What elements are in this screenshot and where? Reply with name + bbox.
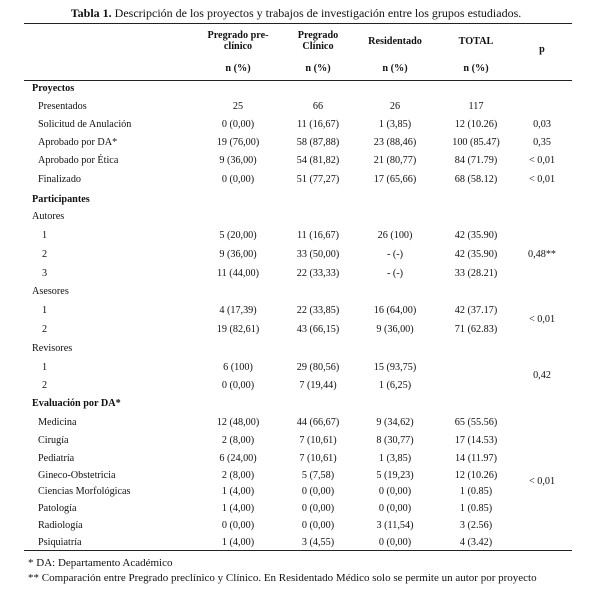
table-cell: 17 (14.53) [454, 435, 498, 446]
p-value: 0,35 [533, 137, 551, 148]
subsection-revisores: Revisores [32, 343, 73, 354]
table-cell: 1 (4,00) [221, 486, 255, 497]
footnote-comparacion: ** Comparación entre Pregrado preclínico y Clínico. En Residentado Médico solo se permite un autor por proyecto [28, 572, 537, 584]
unit-label: n (%) [225, 63, 251, 74]
table-cell: 19 (76,00) [216, 137, 260, 148]
table-cell: 19 (82,61) [216, 324, 260, 335]
p-value: 0,42 [533, 370, 551, 381]
row-label: Solicitud de Anulación [38, 119, 132, 130]
table-cell: - (-) [386, 268, 404, 279]
table-cell: 0 (0,00) [378, 503, 412, 514]
section-participantes: Participantes [32, 194, 90, 205]
table-cell: 1 (3,85) [378, 119, 412, 130]
table-cell: 12 (10.26) [454, 470, 498, 481]
table-cell: 9 (34,62) [376, 417, 414, 428]
table-title-label: Tabla 1. [70, 6, 112, 20]
row-label: Psiquiatría [38, 537, 82, 548]
table-cell: 42 (35.90) [454, 249, 498, 260]
table-cell: 84 (71.79) [454, 155, 498, 166]
unit-label: n (%) [305, 63, 331, 74]
table-cell: 6 (100) [223, 362, 253, 373]
table-cell: 17 (65,66) [373, 174, 417, 185]
row-label: Presentados [38, 101, 87, 112]
table-cell: 16 (64,00) [373, 305, 417, 316]
table-cell: 3 (11,54) [376, 520, 414, 531]
row-label: Finalizado [38, 174, 82, 185]
row-label: Gineco-Obstetricia [38, 470, 116, 481]
table-cell: 29 (80,56) [296, 362, 340, 373]
table-cell: 22 (33,33) [296, 268, 340, 279]
table-cell: - (-) [386, 249, 404, 260]
p-value: < 0,01 [528, 476, 556, 487]
table-cell: 0 (0,00) [221, 174, 255, 185]
table-cell: 23 (88,46) [373, 137, 417, 148]
row-label: Aprobado por Ética [38, 155, 119, 166]
table-cell: 33 (28.21) [454, 268, 498, 279]
table-cell: 2 (8,00) [221, 435, 255, 446]
table-cell: 11 (44,00) [216, 268, 260, 279]
table-cell: 9 (36,00) [219, 249, 257, 260]
table-cell: 1 (6,25) [378, 380, 412, 391]
table-cell: 54 (81,82) [296, 155, 340, 166]
table-cell: 7 (10,61) [299, 453, 337, 464]
p-value: 0,03 [533, 119, 551, 130]
section-proyectos: Proyectos [32, 83, 75, 94]
table-cell: 100 (85.47) [452, 137, 500, 148]
table-cell: 12 (10.26) [454, 119, 498, 130]
table-cell: 1 (3,85) [378, 453, 412, 464]
table-cell: 0 (0,00) [221, 119, 255, 130]
p-value: < 0,01 [528, 314, 556, 325]
row-label: 1 [42, 362, 48, 373]
table-cell: 9 (36,00) [219, 155, 257, 166]
row-label: 2 [42, 380, 48, 391]
row-label: 1 [42, 230, 48, 241]
table-cell: 4 (3.42) [459, 537, 493, 548]
unit-label: n (%) [382, 63, 408, 74]
table-cell: 15 (93,75) [373, 362, 417, 373]
header-col-preclinico: Pregrado pre-clínico [207, 30, 269, 52]
row-label: 3 [42, 268, 48, 279]
table-cell: 1 (4,00) [221, 503, 255, 514]
table-cell: 6 (24,00) [219, 453, 257, 464]
table-cell: 1 (0.85) [459, 503, 493, 514]
table-cell: 11 (16,67) [296, 230, 340, 241]
header-col-residentado: Residentado [368, 36, 422, 47]
row-label: Radiología [38, 520, 83, 531]
rule-bottom [24, 550, 572, 551]
table-cell: 117 [468, 101, 484, 112]
table-cell: 42 (37.17) [454, 305, 498, 316]
table-cell: 12 (48,00) [216, 417, 260, 428]
subsection-asesores: Asesores [32, 286, 69, 297]
table-cell: 3 (2.56) [459, 520, 493, 531]
table-cell: 42 (35.90) [454, 230, 498, 241]
row-label: Patología [38, 503, 77, 514]
p-value: < 0,01 [528, 155, 556, 166]
table-cell: 0 (0,00) [378, 537, 412, 548]
table-cell: 3 (4,55) [301, 537, 335, 548]
row-label: Cirugía [38, 435, 69, 446]
table-title [0, 6, 592, 21]
table-cell: 7 (10,61) [299, 435, 337, 446]
table-cell: 0 (0,00) [378, 486, 412, 497]
table-cell: 7 (19,44) [299, 380, 337, 391]
table-title-text: Descripción de los proyectos y trabajos de investigación entre los grupos estudiados. [111, 6, 522, 20]
row-label: Ciencias Morfológicas [38, 486, 131, 497]
table-cell: 43 (66,15) [296, 324, 340, 335]
table-cell: 26 [389, 101, 401, 112]
table-cell: 5 (20,00) [219, 230, 257, 241]
table-cell: 26 (100) [377, 230, 413, 241]
table-cell: 65 (55.56) [454, 417, 498, 428]
row-label: Aprobado por DA* [38, 137, 118, 148]
p-value: < 0,01 [528, 174, 556, 185]
table-cell: 0 (0,00) [301, 503, 335, 514]
table-cell: 14 (11.97) [454, 453, 498, 464]
table-cell: 0 (0,00) [221, 380, 255, 391]
section-evaluacion: Evaluación por DA* [32, 398, 121, 409]
table-cell: 1 (4,00) [221, 537, 255, 548]
table-cell: 44 (66,67) [296, 417, 340, 428]
table-cell: 22 (33,85) [296, 305, 340, 316]
table-cell: 68 (58.12) [454, 174, 498, 185]
row-label: 2 [42, 324, 48, 335]
table-cell: 25 [232, 101, 244, 112]
rule-top [24, 23, 572, 24]
unit-label: n (%) [463, 63, 489, 74]
table-cell: 0 (0,00) [301, 520, 335, 531]
header-col-total: TOTAL [458, 36, 494, 47]
table-cell: 2 (8,00) [221, 470, 255, 481]
table-cell: 0 (0,00) [301, 486, 335, 497]
table-cell: 9 (36,00) [376, 324, 414, 335]
table-cell: 58 (87,88) [296, 137, 340, 148]
table-cell: 4 (17,39) [219, 305, 257, 316]
table-cell: 11 (16,67) [296, 119, 340, 130]
header-col-p: p [539, 44, 545, 55]
rule-header [24, 80, 572, 81]
table-cell: 51 (77,27) [296, 174, 340, 185]
table-cell: 0 (0,00) [221, 520, 255, 531]
table-cell: 5 (7,58) [301, 470, 335, 481]
footnote-da: * DA: Departamento Académico [28, 557, 173, 569]
table-cell: 66 [312, 101, 324, 112]
table-cell: 5 (19,23) [376, 470, 414, 481]
p-value: 0,48** [527, 249, 556, 260]
table-cell: 8 (30,77) [376, 435, 414, 446]
header-col-clinico: Pregrado Clínico [297, 30, 339, 52]
row-label: Medicina [38, 417, 77, 428]
table-cell: 71 (62.83) [454, 324, 498, 335]
table-cell: 21 (80,77) [373, 155, 417, 166]
row-label: Pediatría [38, 453, 75, 464]
row-label: 1 [42, 305, 48, 316]
subsection-autores: Autores [32, 211, 65, 222]
table-cell: 1 (0.85) [459, 486, 493, 497]
row-label: 2 [42, 249, 48, 260]
table-cell: 33 (50,00) [296, 249, 340, 260]
